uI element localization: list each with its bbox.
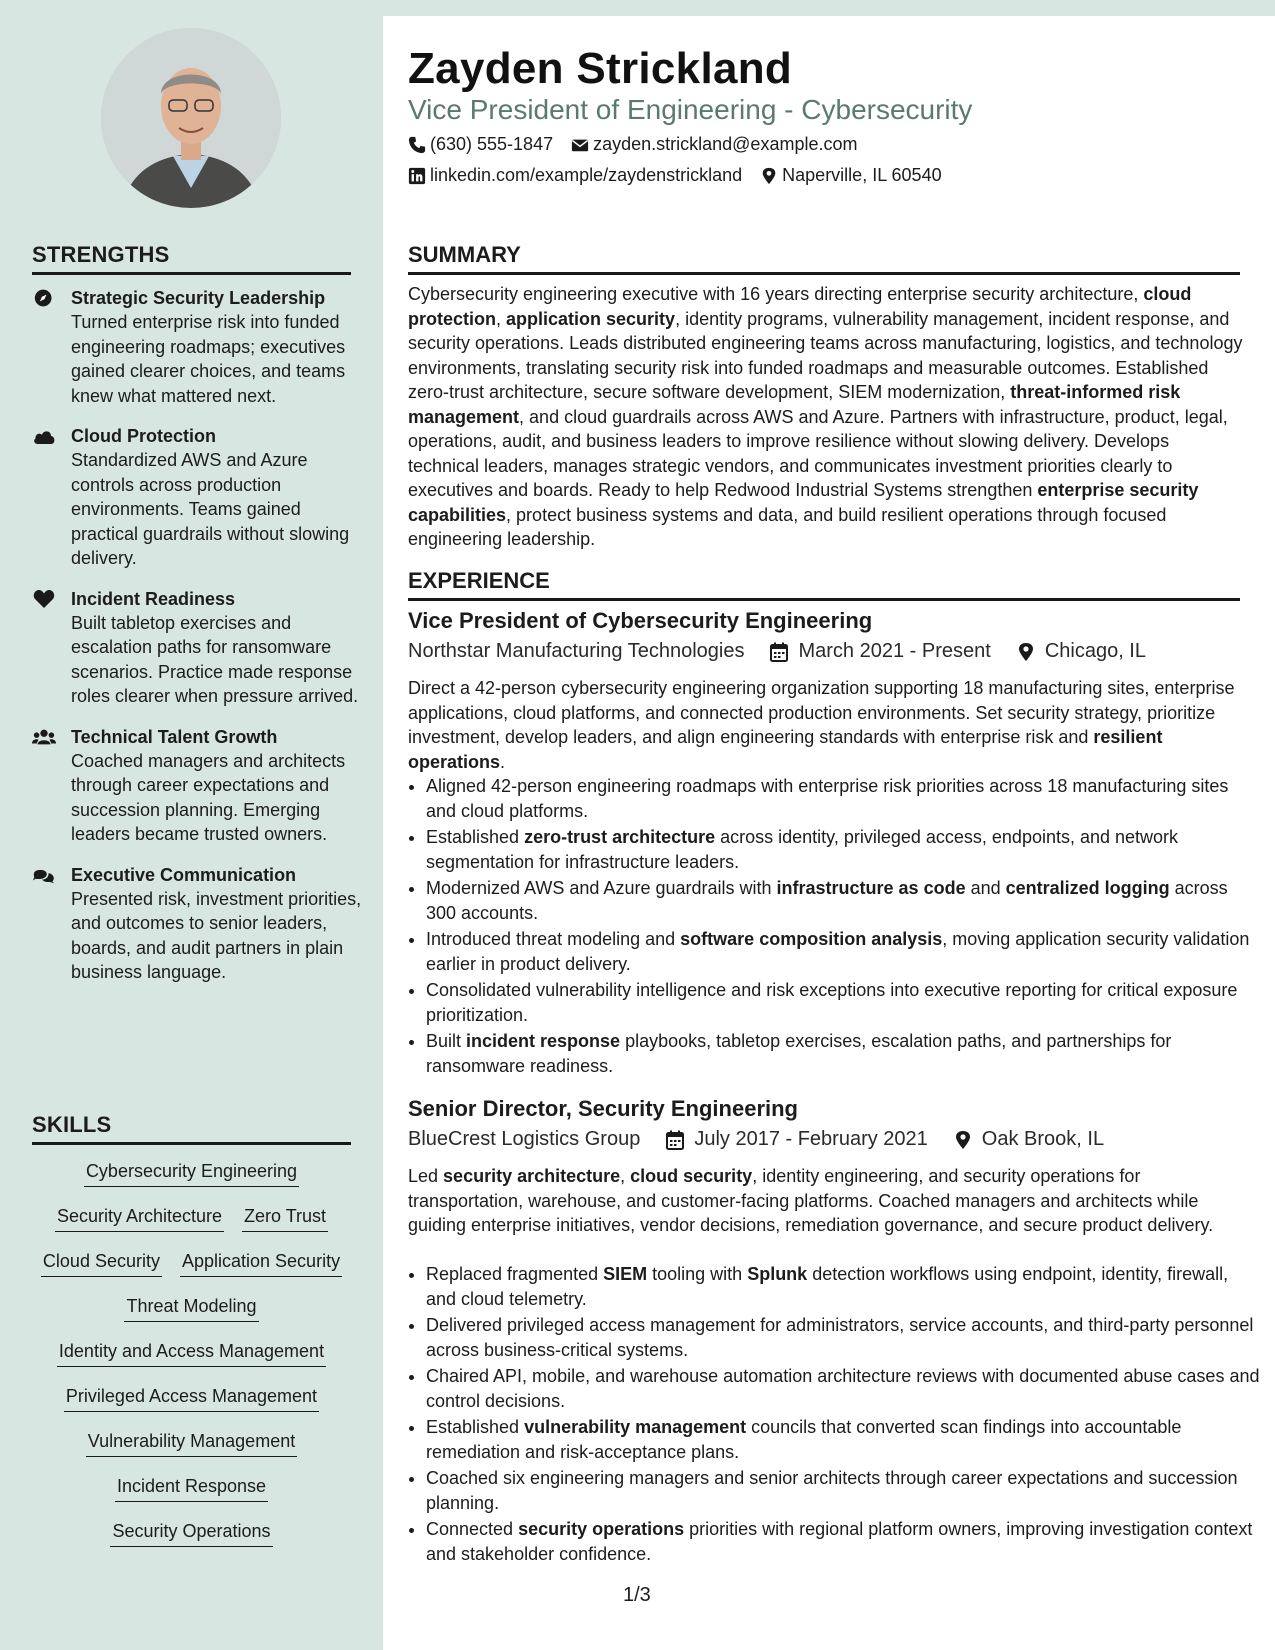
email-text[interactable]: zayden.strickland@example.com	[593, 134, 858, 154]
strength-item	[32, 587, 362, 709]
phone-icon	[408, 136, 426, 154]
job-location: Chicago, IL	[1044, 640, 1146, 662]
list-item: • Coached six engineering managers and senior architects through career expectations and succession planning.	[426, 1466, 1261, 1515]
compass-icon	[32, 288, 56, 308]
list-item: • Delivered privileged access management for administrators, service accounts, and third-party personnel across business-critical systems.	[426, 1313, 1261, 1362]
list-item: • Built incident response playbooks, tabletop exercises, escalation paths, and partnerships for ransomware readiness.	[426, 1029, 1261, 1078]
skill-tag: Cybersecurity Engineering	[84, 1159, 299, 1187]
linkedin-icon	[408, 167, 426, 185]
map-pin-icon	[954, 1130, 972, 1150]
envelope-icon	[571, 136, 589, 154]
strength-title: Strategic Security Leadership	[71, 288, 326, 308]
candidate-role: Vice President of Engineering - Cybersecurity	[408, 94, 973, 125]
comments-icon	[32, 865, 56, 885]
job-intro: Direct a 42-person cybersecurity engineering organization supporting 18 manufacturing sites, enterprise applications, cloud platforms, and connected production environments. Set security strategy, prioritize investment, develop leaders, and align engineering standards with enterprise risk and resilient operations.	[408, 678, 1235, 772]
list-item: • Introduced threat modeling and software composition analysis, moving application security validation earlier in product delivery.	[426, 927, 1261, 976]
strength-desc: Built tabletop exercises and escalation paths for ransomware scenarios. Practice made response roles clearer when pressure arrived.	[71, 612, 359, 706]
phone-contact	[408, 134, 553, 155]
main-content	[383, 16, 1275, 1650]
users-icon	[32, 727, 56, 747]
skill-tag: Security Architecture	[55, 1204, 224, 1232]
calendar-icon	[666, 1130, 684, 1150]
sidebar	[0, 0, 383, 1650]
job-title: Senior Director, Security Engineering	[408, 1096, 798, 1121]
list-item: • Chaired API, mobile, and warehouse automation architecture reviews with documented abuse cases and control decisions.	[426, 1364, 1261, 1413]
location-text: Naperville, IL 60540	[782, 165, 942, 185]
map-pin-icon	[1017, 642, 1035, 662]
email-contact[interactable]	[571, 134, 857, 155]
list-item: • Replaced fragmented SIEM tooling with Splunk detection workflows using endpoint, identity, firewall, and cloud telemetry.	[426, 1262, 1261, 1311]
skill-tag: Cloud Security	[41, 1249, 162, 1277]
strength-desc: Presented risk, investment priorities, and outcomes to senior leaders, boards, and audit partners in plain business language.	[71, 888, 362, 982]
list-item: • Consolidated vulnerability intelligence and risk exceptions into executive reporting for critical exposure prioritization.	[426, 978, 1261, 1027]
contact-row-1	[408, 134, 857, 155]
job-title: Vice President of Cybersecurity Engineering	[408, 608, 873, 633]
skill-tag: Identity and Access Management	[57, 1339, 326, 1367]
strengths-list	[32, 286, 362, 1001]
heart-icon	[32, 589, 56, 609]
job-meta	[408, 640, 1146, 663]
job-bullets	[408, 1262, 1261, 1568]
skills-heading: SKILLS	[32, 1112, 351, 1145]
linkedin-contact[interactable]	[408, 165, 742, 186]
calendar-icon	[770, 642, 788, 662]
list-item: • Modernized AWS and Azure guardrails with infrastructure as code and centralized logging across 300 accounts.	[426, 876, 1261, 925]
skill-tag: Vulnerability Management	[86, 1429, 297, 1457]
map-pin-icon	[760, 167, 778, 185]
skill-tag: Privileged Access Management	[64, 1384, 319, 1412]
list-item: • Connected security operations priorities with regional platform owners, improving investigation context and stakeholder confidence.	[426, 1517, 1261, 1566]
contact-row-2	[408, 165, 942, 186]
summary-text: Cybersecurity engineering executive with 16 years directing enterprise security architecture, cloud protection, application security, identity programs, vulnerability management, incident response, and security operations. Leads distributed engineering teams across manufacturing, logistics, and technology environments, translating security risk into funded roadmaps and measurable outcomes. Established zero-trust architecture, secure software development, SIEM modernization, threat-informed risk management, and cloud guardrails across AWS and Azure. Partners with infrastructure, product, legal, operations, audit, and business leaders to improve resilience without slowing delivery. Develops technical leaders, manages strategic vendors, and communicates investment priorities clearly to executives and boards. Ready to help Redwood Industrial Systems strengthen enterprise security capabilities, protect business systems and data, and build resilient operations through focused engineering leadership.	[408, 284, 1243, 549]
skill-tag: Zero Trust	[242, 1204, 328, 1232]
strength-desc: Turned enterprise risk into funded engineering roadmaps; executives gained clearer choices, and teams knew what mattered next.	[71, 312, 346, 406]
skill-tag: Security Operations	[110, 1519, 272, 1547]
strength-item	[32, 863, 362, 985]
experience-heading: EXPERIENCE	[408, 568, 1240, 601]
job-meta	[408, 1128, 1104, 1151]
strength-title: Incident Readiness	[71, 588, 236, 609]
strength-desc: Coached managers and architects through career expectations and succession planning. Emerging leaders became trusted owners.	[71, 750, 346, 844]
skill-tag: Application Security	[180, 1249, 342, 1277]
job-location: Oak Brook, IL	[981, 1128, 1105, 1150]
skill-tag: Incident Response	[115, 1474, 268, 1502]
skills-list	[32, 1159, 351, 1564]
strength-title: Cloud Protection	[71, 426, 216, 446]
strength-desc: Standardized AWS and Azure controls across production environments. Teams gained practical guardrails without slowing delivery.	[71, 450, 350, 568]
job-dates: March 2021 - Present	[798, 640, 991, 662]
linkedin-text[interactable]: linkedin.com/example/zaydenstrickland	[430, 165, 743, 185]
summary-heading: SUMMARY	[408, 242, 1240, 275]
location-contact	[760, 165, 941, 186]
phone-text: (630) 555-1847	[430, 134, 554, 154]
list-item: • Established vulnerability management councils that converted scan findings into accountable remediation and risk-acceptance plans.	[426, 1415, 1261, 1464]
skill-tag: Threat Modeling	[124, 1294, 258, 1322]
cloud-icon	[32, 426, 56, 446]
list-item: • Aligned 42-person engineering roadmaps with enterprise risk priorities across 18 manufacturing sites and cloud platforms.	[426, 774, 1261, 823]
strengths-heading: STRENGTHS	[32, 242, 351, 275]
job-bullets	[408, 774, 1261, 1080]
job-company: Northstar Manufacturing Technologies	[408, 640, 745, 662]
candidate-name: Zayden Strickland	[408, 44, 793, 93]
page-number: 1/3	[623, 1584, 651, 1606]
strength-title: Technical Talent Growth	[71, 726, 278, 747]
job-company: BlueCrest Logistics Group	[408, 1128, 641, 1150]
strength-item	[32, 725, 362, 847]
strength-item	[32, 286, 362, 408]
job-dates: July 2017 - February 2021	[694, 1128, 928, 1150]
profile-photo	[101, 28, 281, 208]
strength-item	[32, 424, 362, 571]
job-intro: Led security architecture, cloud security, identity engineering, and security operations for transportation, warehouse, and customer-facing platforms. Coached managers and architects while guiding enterprise initiatives, vendor decisions, remediation governance, and secure product delivery.	[408, 1166, 1214, 1235]
strength-title: Executive Communication	[71, 864, 297, 885]
list-item: • Established zero-trust architecture across identity, privileged access, endpoints, and network segmentation for infrastructure leaders.	[426, 825, 1261, 874]
